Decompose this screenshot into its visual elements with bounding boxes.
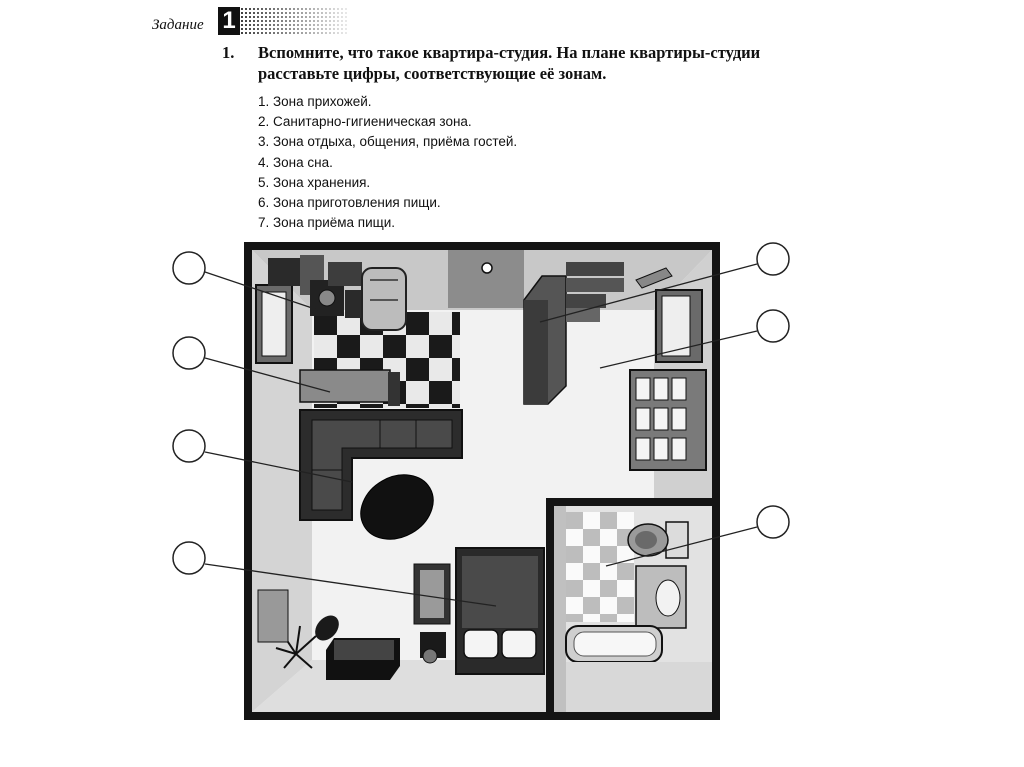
- bar-stool: [388, 372, 400, 406]
- pillow: [464, 630, 498, 658]
- answer-circle[interactable]: [757, 310, 789, 342]
- task-item-number: 1.: [222, 43, 235, 62]
- pillow: [502, 630, 536, 658]
- wardrobe-front: [524, 300, 548, 404]
- zone-item: 2. Санитарно-гигиеническая зона.: [258, 114, 472, 130]
- task-label: Задание: [152, 17, 204, 33]
- bathroom-wall: [546, 498, 554, 712]
- lamp: [423, 649, 437, 663]
- bathroom-floor-tiles: [566, 512, 634, 622]
- toilet-tank: [666, 522, 688, 558]
- task-number-box: 1: [218, 7, 240, 35]
- answer-circle[interactable]: [757, 506, 789, 538]
- room-window-pane: [662, 296, 690, 356]
- bar-counter: [300, 370, 390, 402]
- shelf: [566, 278, 624, 292]
- zone-item: 1. Зона прихожей.: [258, 94, 372, 109]
- kitchen-cabinet: [268, 258, 300, 286]
- answer-circle[interactable]: [173, 252, 205, 284]
- clock-icon: [482, 263, 492, 273]
- bed-blanket: [462, 556, 538, 628]
- zone-item: 4. Зона сна.: [258, 154, 333, 170]
- bathroom-wall: [546, 498, 712, 506]
- task-text: Вспомните, что такое квартира-студия. На плане квартиры-студии расставьте цифры, соответствующие её зонам.: [258, 43, 761, 83]
- stove-burner: [319, 290, 335, 306]
- kitchen-window-pane: [262, 292, 286, 356]
- shelf: [566, 262, 624, 276]
- zone-item: 3. Зона отдыха, общения, приёма гостей.: [258, 134, 518, 150]
- answer-circle[interactable]: [173, 430, 205, 462]
- zone-item: 7. Зона приёма пищи.: [258, 215, 396, 231]
- entrance-niche: [448, 250, 524, 308]
- kitchen-cabinet: [328, 262, 362, 286]
- radiator: [258, 590, 288, 642]
- zone-item: 6. Зона приготовления пищи.: [258, 195, 441, 211]
- answer-circle[interactable]: [173, 337, 205, 369]
- answer-circle[interactable]: [757, 243, 789, 275]
- zone-item: 5. Зона хранения.: [258, 174, 371, 190]
- answer-circle[interactable]: [173, 542, 205, 574]
